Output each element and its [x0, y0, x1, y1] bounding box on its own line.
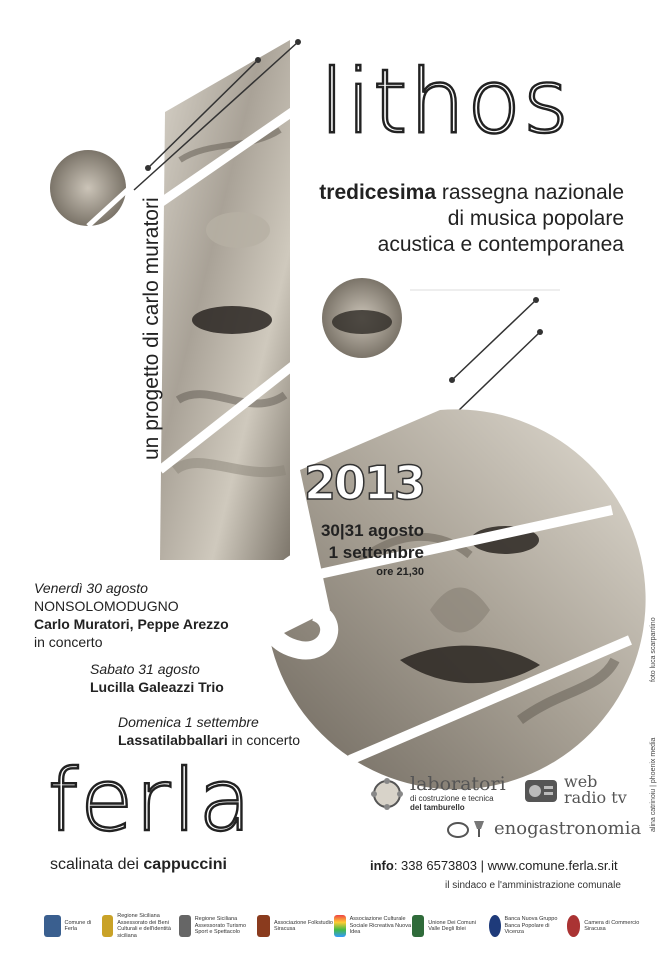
- logo-camera-commercio: [567, 915, 644, 937]
- logo-comune-ferla: [44, 915, 102, 937]
- sponsor-laboratori: [370, 775, 506, 812]
- wine-glass-icon: [446, 818, 488, 840]
- venue-prefix: scalinata dei: [50, 856, 144, 873]
- logo-label: Banca Nuova Gruppo Banca Popolare di Vicenza: [504, 916, 558, 936]
- dates-august: 30|31 agosto: [320, 521, 424, 540]
- logo-banca-nuova: [489, 915, 566, 937]
- logo-regione-beni-culturali: [102, 913, 179, 939]
- trinacria-icon: [102, 915, 113, 937]
- stone-circle-small: [50, 150, 126, 226]
- event-performers: Carlo Muratori, Peppe Arezzo: [34, 616, 229, 632]
- subtitle-line-1: rassegna nazionale: [436, 181, 624, 204]
- event-saturday: [90, 660, 224, 696]
- event-note: NONSOLOMODUGNO: [34, 598, 179, 614]
- logo-label: Associazione Folkstudio Siracusa: [273, 919, 333, 932]
- sicilia-icon: [179, 915, 190, 937]
- folkstudio-icon: [257, 915, 270, 937]
- stone-stem-1: [160, 40, 290, 560]
- logo-label: Regione Siciliana Assessorato dei Beni Culturali e dell'identità siciliana: [117, 913, 171, 939]
- event-friday: [34, 579, 229, 651]
- design-credit: alina catrinoiu | phoenix media: [650, 737, 657, 832]
- logo-label: Associazione Culturale Sociale Ricreativa Nuova Idea: [349, 916, 412, 936]
- info-text: : 338 6573803 | www.comune.ferla.sr.it: [393, 858, 618, 873]
- sponsor-enogastronomia: [446, 818, 641, 840]
- year-label: 2013: [304, 456, 425, 510]
- venue-name: cappuccini: [143, 856, 227, 873]
- event-day: Domenica 1 settembre: [118, 714, 259, 730]
- laboratori-name: laboratori: [410, 773, 506, 795]
- show-time: ore 21,30: [376, 566, 424, 578]
- event-day: Sabato 31 agosto: [90, 661, 200, 677]
- logo-label: Camera di Commercio Siracusa: [584, 919, 640, 932]
- logo-label: Comune di Ferla: [64, 919, 92, 932]
- event-day: Venerdì 30 agosto: [34, 580, 148, 596]
- town-name: ferla: [48, 751, 254, 851]
- event-suffix: in concerto: [227, 732, 301, 748]
- event-sunday: [118, 713, 300, 749]
- chamber-icon: [567, 915, 581, 937]
- enogastronomia-label: enogastronomia: [494, 818, 642, 839]
- logo-nuova-idea: [334, 915, 411, 937]
- bank-icon: [489, 915, 500, 937]
- logo-regione-turismo: [179, 915, 256, 937]
- subtitle-edition: tredicesima: [319, 181, 437, 204]
- dates-september: 1 settembre: [328, 543, 424, 562]
- photo-credit: foto luca scarpantino: [650, 617, 657, 682]
- venue: [50, 856, 227, 874]
- sponsor-webradio: [524, 774, 627, 806]
- subtitle-line-2: di musica popolare: [447, 207, 624, 230]
- radio-icon: [524, 776, 558, 804]
- event-suffix: in concerto: [34, 634, 103, 650]
- laboratori-line-2: del tamburello: [410, 803, 465, 812]
- contact-info: [370, 858, 618, 873]
- tambourine-icon: [370, 777, 404, 811]
- shield-icon: [412, 915, 425, 937]
- festival-subtitle: [319, 180, 624, 258]
- festival-dates: [300, 520, 424, 580]
- event-performers: Lucilla Galeazzi Trio: [90, 679, 224, 695]
- webradio-line-1: web: [564, 772, 598, 791]
- crest-icon: [44, 915, 61, 937]
- subtitle-line-3: acustica e contemporanea: [377, 233, 624, 256]
- logo-folkstudio: [257, 915, 334, 937]
- logo-label: Regione Siciliana Assessorato Turismo Sport e Spettacolo: [194, 916, 247, 936]
- project-credit: un progetto di carlo muratori: [140, 197, 163, 460]
- webradio-line-2: radio tv: [564, 788, 627, 807]
- institutional-logos: [44, 910, 644, 942]
- admin-credit: il sindaco e l'amministrazione comunale: [445, 880, 621, 891]
- event-performers: Lassatilabballari: [118, 732, 228, 748]
- logo-label: Unione Dei Comuni Valle Degli Iblei: [428, 919, 476, 932]
- laboratori-line-1: di costruzione e tecnica: [410, 794, 494, 803]
- rainbow-icon: [334, 915, 345, 937]
- logo-unione-comuni: [412, 915, 489, 937]
- festival-title: lithos: [320, 50, 571, 153]
- info-label: info: [370, 858, 394, 873]
